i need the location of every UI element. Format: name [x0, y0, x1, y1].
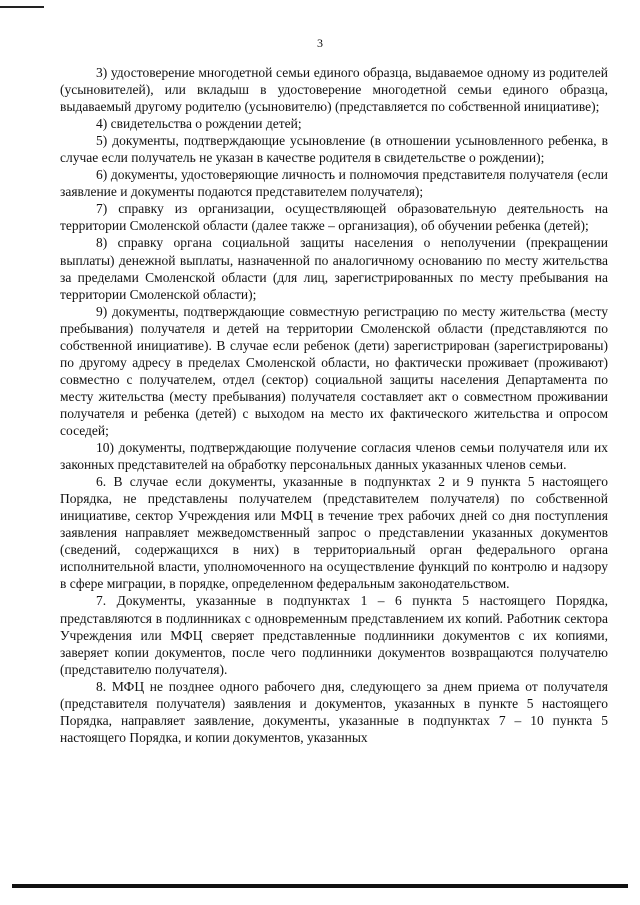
paragraph-section-6: 6. В случае если документы, указанные в подпунктах 2 и 9 пункта 5 настоящего Порядка, не представлены получателем (представителем получателя) по собственной инициативе, сектор Учреждения или МФЦ в течение трех рабочих дней со дня поступления заявления направляет межведомственный запрос о представлении указанных документов (сведений, содержащихся в них) в территориальный орган федерального органа исполнительной власти, уполномоченного на осуществление функций по контролю и надзору в сфере миграции, в порядке, определенном федеральным законодательством.	[60, 474, 608, 592]
document-body	[60, 64, 608, 746]
paragraph-item-10: 10) документы, подтверждающие получение согласия членов семьи получателя или их законных представителей на обработку персональных данных указанных членов семьи.	[60, 440, 608, 473]
paragraph-item-9: 9) документы, подтверждающие совместную регистрацию по месту жительства (месту пребывания) получателя и детей на территории Смоленской области (представляются по собственной инициативе). В случае если ребенок (дети) зарегистрирован (зарегистрированы) по другому адресу в пределах Смоленской области, но фактически проживает (проживают) совместно с получателем, отдел (сектор) социальной защиты населения Департамента по месту жительства (месту пребывания) получателя составляет акт о совместном проживании получателя и ребенка (детей) с выходом на место их фактического жительства и опросом соседей;	[60, 303, 608, 438]
bottom-rule	[12, 884, 628, 888]
paragraph-item-7: 7) справку из организации, осуществляющей образовательную деятельность на территории Смоленской области (далее также – организация), об обучении ребенка (детей);	[60, 201, 608, 234]
paragraph-item-5: 5) документы, подтверждающие усыновление (в отношении усыновленного ребенка, в случае если получатель не указан в качестве родителя в свидетельстве о рождении);	[60, 133, 608, 166]
page-number: 3	[317, 36, 323, 50]
paragraph-section-8: 8. МФЦ не позднее одного рабочего дня, следующего за днем приема от получателя (представителя получателя) заявления и документов, указанных в пункте 5 настоящего Порядка, направляет заявление, документы, указанные в подпунктах 7 – 10 пункта 5 настоящего Порядка, и копии документов, указанных	[60, 678, 608, 745]
paragraph-item-6: 6) документы, удостоверяющие личность и полномочия представителя получателя (если заявление и документы подаются представителем получателя);	[60, 167, 608, 200]
paragraph-item-8: 8) справку органа социальной защиты населения о неполучении (прекращении выплаты) денежной выплаты, назначенной по аналогичному основанию по месту жительства за пределами Смоленской области (для лиц, зарегистрированных по месту пребывания на территории Смоленской области);	[60, 235, 608, 302]
paragraph-item-4: 4) свидетельства о рождении детей;	[96, 116, 302, 132]
paragraph-section-7: 7. Документы, указанные в подпунктах 1 – 6 пункта 5 настоящего Порядка, представляются в подлинниках с одновременным представлением их копий. Работник сектора Учреждения или МФЦ сверяет представленные подлинники документов с их копиями, заверяет копии документов, после чего подлинники документов возвращаются получателю (представителю получателя).	[60, 593, 608, 677]
top-rule	[0, 6, 44, 8]
paragraph-item-3: 3) удостоверение многодетной семьи единого образца, выдаваемое одному из родителей (усыновителей), или вкладыш в удостоверение многодетной семьи единого образца, выдаваемый другому родителю (усыновителю) (представляется по собственной инициативе);	[60, 65, 608, 115]
